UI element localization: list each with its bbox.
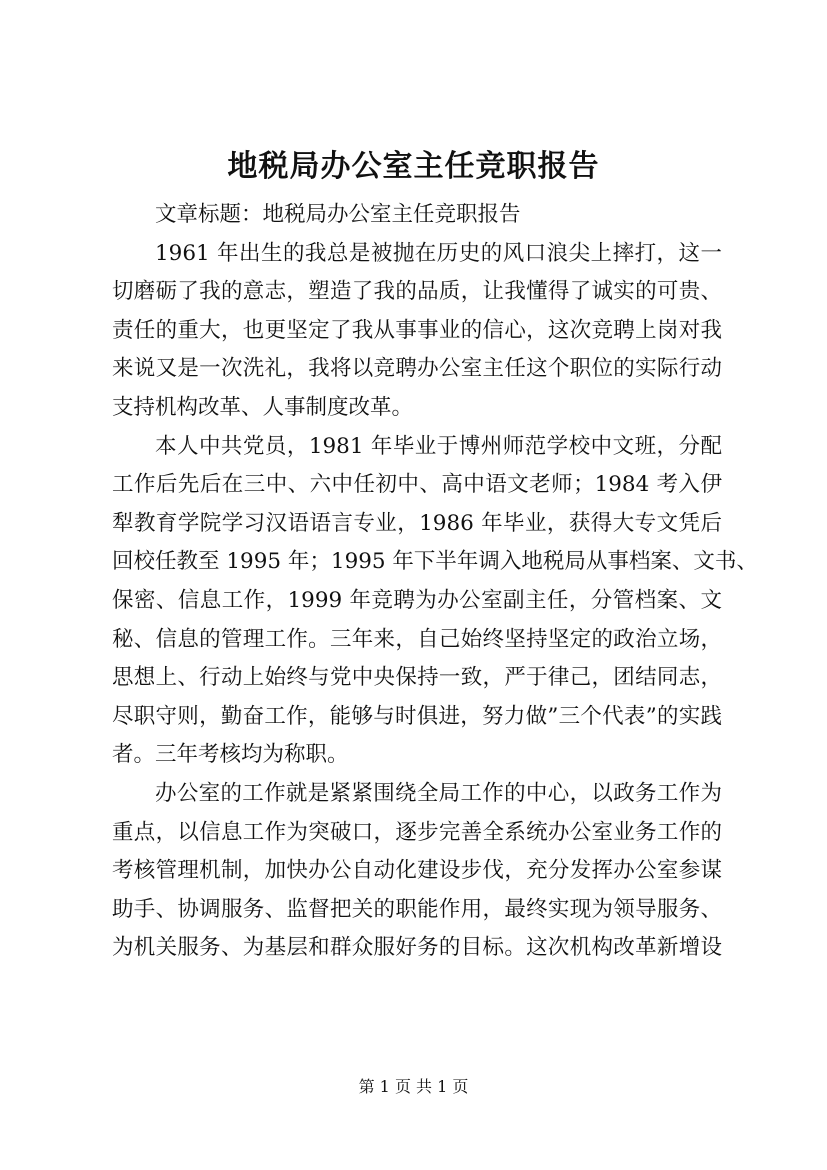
paragraph-2-line-3: 犁教育学院学习汉语语言专业，1986 年毕业，获得大专文凭后	[112, 510, 722, 536]
paragraph-3-line-3: 考核管理机制，加快办公自动化建设步伐，充分发挥办公室参谋	[112, 858, 722, 884]
document-body	[112, 196, 758, 968]
paragraph-2-line-8: 尽职守则，勤奋工作，能够与时俱进，努力做”三个代表”的实践	[112, 703, 722, 729]
paragraph-1-line-5: 支持机构改革、人事制度改革。	[112, 394, 414, 420]
paragraph-1-line-3: 责任的重大，也更坚定了我从事事业的信心，这次竞聘上岗对我	[112, 317, 722, 343]
paragraph-3-line-4: 助手、协调服务、监督把关的职能作用，最终实现为领导服务、	[112, 896, 722, 922]
paragraph-2-line-6: 秘、信息的管理工作。三年来，自己始终坚持坚定的政治立场，	[112, 626, 722, 652]
paragraph-1-line-2: 切磨砺了我的意志，塑造了我的品质，让我懂得了诚实的可贵、	[112, 279, 722, 305]
paragraph-3-line-1: 办公室的工作就是紧紧围绕全局工作的中心，以政务工作为	[155, 780, 722, 806]
paragraph-2-line-7: 思想上、行动上始终与党中央保持一致，严于律己，团结同志，	[112, 665, 722, 691]
paragraph-2-line-5: 保密、信息工作，1999 年竞聘为办公室副主任，分管档案、文	[112, 587, 722, 613]
paragraph-3-line-2: 重点，以信息工作为突破口，逐步完善全系统办公室业务工作的	[112, 819, 722, 845]
page-number-footer: 第 1 页 共 1 页	[358, 1077, 469, 1096]
paragraph-2-line-1: 本人中共党员，1981 年毕业于博州师范学校中文班，分配	[155, 433, 722, 459]
paragraph-1-line-4: 来说又是一次洗礼，我将以竞聘办公室主任这个职位的实际行动	[112, 356, 722, 382]
document-title: 地税局办公室主任竞职报告	[227, 149, 600, 184]
paragraph-2-line-2: 工作后先后在三中、六中任初中、高中语文老师；1984 考入伊	[112, 472, 722, 498]
article-title-line: 文章标题：地税局办公室主任竞职报告	[155, 202, 521, 227]
paragraph-3-line-5: 为机关服务、为基层和群众服好务的目标。这次机构改革新增设	[112, 935, 722, 961]
paragraph-1-line-1: 1961 年出生的我总是被抛在历史的风口浪尖上摔打，这一	[155, 240, 722, 266]
paragraph-2-line-4: 回校任教至 1995 年；1995 年下半年调入地税局从事档案、文书、	[112, 549, 758, 575]
paragraph-2-line-9: 者。三年考核均为称职。	[112, 742, 349, 768]
